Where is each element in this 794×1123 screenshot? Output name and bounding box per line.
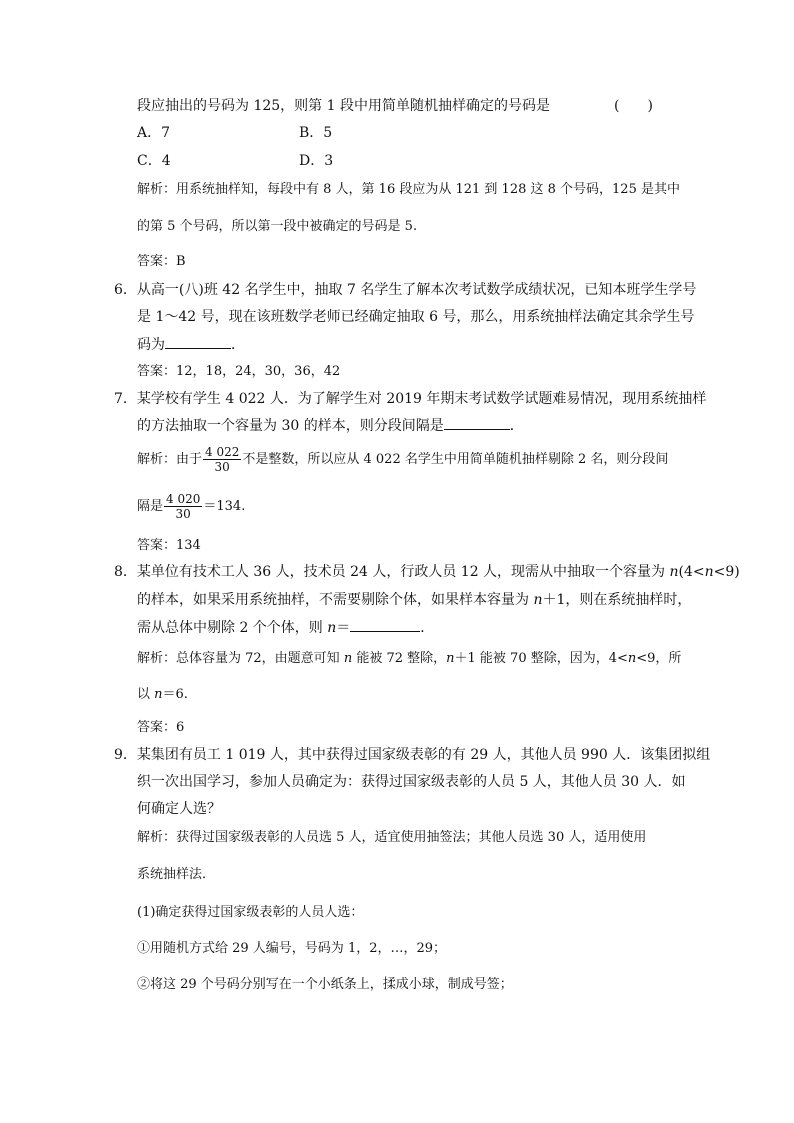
q8-analysis-mid2: ＋1 能被 70 整除，因为，4< (454, 651, 628, 666)
q8-answer: 答案：6 (137, 720, 185, 735)
q5-analysis-line-2: 的第 5 个号码，所以第一段中被确定的号码是 5. (137, 219, 418, 234)
q7-analysis2-pre: 隔是 (137, 499, 164, 514)
q8-analysis-pre: 解析：总体容量为 72，由题意可知 (137, 651, 344, 666)
q8-line-2-post: ＋1，则在系统抽样时， (542, 592, 692, 608)
q9-line-3: 何确定人选？ (137, 801, 221, 817)
q8-line-1-cond: (4< (678, 564, 705, 580)
q8-analysis-line-2 (137, 686, 188, 704)
q8-line-1-cond-var: n (704, 564, 714, 580)
q9-line-1: 9．某集团有员工 1 019 人，其中获得过国家级表彰的有 29 人，其他人员 990 人．该集团拟组 (114, 747, 711, 763)
q8-line-3 (137, 618, 434, 637)
q7-line-2-text: 的方法抽取一个容量为 30 的样本，则分段间隔是 (137, 418, 444, 434)
q7-analysis-post: 不是整数，所以应从 4 022 名学生中用简单随机抽样剔除 2 名，则分段间 (242, 452, 669, 467)
q8-analysis-var3: n (627, 651, 637, 666)
q7-analysis2-post: ＝134. (203, 499, 246, 514)
q6-answer: 答案：12，18，24，30，36，42 (137, 364, 341, 379)
q8-analysis2-post: ＝6. (162, 687, 188, 702)
q6-line-2: 是 1～42 号，现在该班数学老师已经确定抽取 6 号，那么，用系统抽样法确定其余学生号 (137, 309, 695, 325)
q5-analysis-line-1: 解析：用系统抽样知，每段中有 8 人，第 16 段应为从 121 到 128 这 8 个号码，125 是其中 (137, 182, 680, 197)
q6-line-3-text: 码为 (137, 337, 165, 353)
q7-fraction-2-denominator: 30 (175, 507, 191, 521)
q9-line-2: 织一次出国学习，参加人员确定为：获得过国家级表彰的人员 5 人，其他人员 30 人．如 (137, 774, 686, 790)
q8-line-2 (137, 591, 691, 609)
q5-option-b: B．5 (299, 125, 333, 141)
q6-line-3-end: ． (231, 337, 245, 353)
q7-fraction-1 (203, 445, 241, 474)
q8-line-1-cond-end: <9) (713, 564, 740, 580)
q9-step-2: ②将这 29 个号码分别写在一个小纸条上，揉成小球，制成号签； (137, 977, 513, 992)
q7-fraction-2 (164, 492, 202, 521)
q7-line-2 (137, 416, 524, 435)
q8-analysis-line-1 (137, 650, 681, 668)
q5-stem-text: 段应抽出的号码为 125，则第 1 段中用简单随机抽样确定的号码是 (137, 98, 550, 114)
q7-analysis-line-2 (137, 492, 245, 522)
q5-option-d: D．3 (299, 153, 334, 169)
q6-answer-blank (165, 335, 231, 349)
q8-analysis-end: <9，所 (636, 651, 682, 666)
q8-line-3-var: n (327, 620, 337, 636)
q8-line-2-text: 的样本，如果采用系统抽样，不需要剔除个体，如果样本容量为 (137, 592, 534, 608)
q8-analysis-var: n (343, 651, 353, 666)
q5-stem-line (137, 97, 550, 115)
q6-line-3 (137, 335, 245, 354)
q7-analysis-line-1 (137, 445, 668, 475)
q5-answer-paren: ( ) (614, 98, 653, 114)
q8-line-1-text: 8．某单位有技术工人 36 人，技术员 24 人，行政人员 12 人，现需从中抽取一个容量为 (114, 564, 670, 580)
q8-analysis2-var: n (154, 687, 163, 702)
q6-line-1: 6．从高一(八)班 42 名学生中，抽取 7 名学生了解本次考试数学成绩状况，已知本班学生学号 (114, 282, 697, 298)
q8-line-3-end: ． (420, 620, 435, 636)
q7-answer: 答案：134 (137, 538, 201, 553)
q7-line-2-end: ． (509, 418, 524, 434)
q9-step-1: ①用随机方式给 29 人编号，号码为 1，2，…，29； (137, 941, 447, 956)
q8-line-1-var: n (669, 564, 679, 580)
q7-fraction-1-numerator: 4 022 (205, 445, 240, 459)
q7-fraction-1-denominator: 30 (214, 460, 230, 474)
q7-line-1: 7．某学校有学生 4 022 人．为了解学生对 2019 年期末考试数学试题难易情况，现用系统抽样 (114, 391, 707, 407)
q8-analysis-mid: 能被 72 整除， (352, 651, 447, 666)
q8-line-3-text: 需从总体中剔除 2 个个体，则 (137, 620, 328, 636)
q9-analysis-line-1: 解析：获得过国家级表彰的人员选 5 人，适宜使用抽签法；其他人员选 30 人，适用使用 (137, 830, 647, 845)
q9-analysis-line-2: 系统抽样法． (137, 867, 216, 882)
q9-step-title: (1)确定获得过国家级表彰的人员人选： (137, 905, 364, 920)
q8-answer-blank (350, 618, 420, 632)
q8-line-3-eq: ＝ (336, 620, 351, 636)
q7-fraction-2-numerator: 4 020 (166, 492, 201, 506)
q7-analysis-pre: 解析：由于 (137, 452, 203, 467)
q8-analysis-var2: n (446, 651, 455, 666)
q8-line-2-var: n (533, 592, 543, 608)
q5-answer: 答案：B (137, 254, 186, 269)
q8-analysis2-pre: 以 (137, 687, 155, 702)
q5-option-a: A．7 (137, 125, 171, 141)
q5-option-c: C．4 (137, 153, 171, 169)
q8-line-1 (114, 563, 740, 581)
q7-answer-blank (444, 416, 510, 430)
